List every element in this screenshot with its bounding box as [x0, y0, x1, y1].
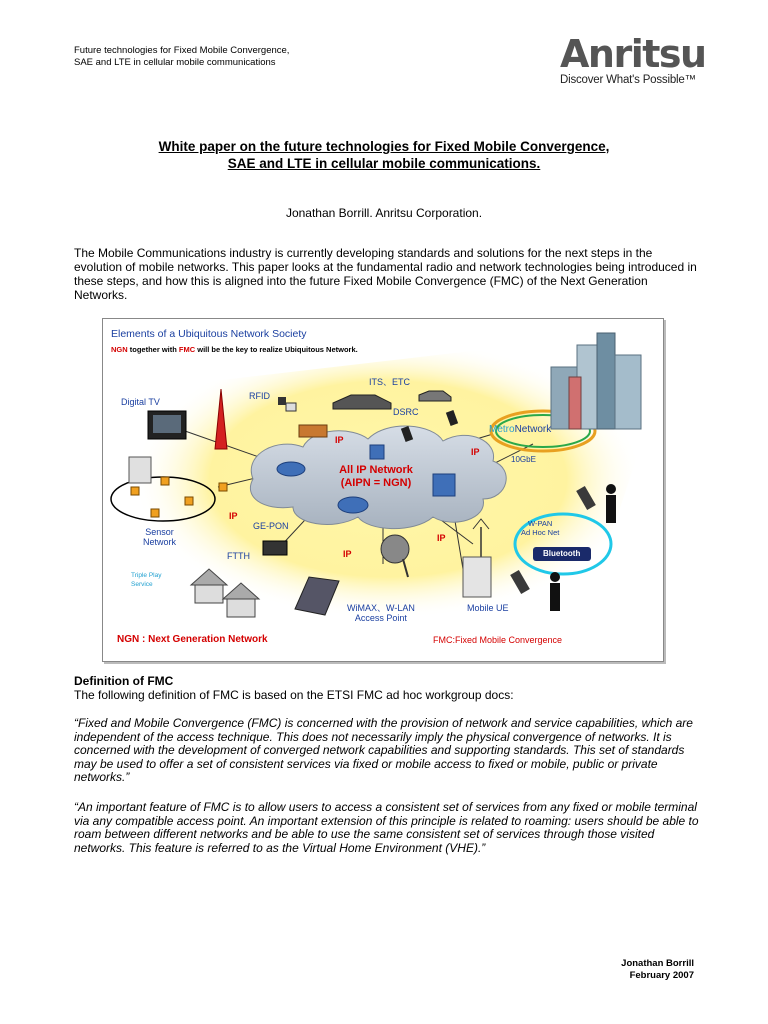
- running-header-line1: Future technologies for Fixed Mobile Convergence,: [74, 45, 290, 56]
- label-mobile-ue: Mobile UE: [467, 603, 509, 613]
- mobile-ue-icon: [463, 557, 491, 597]
- cloud-label: All IP Network (AIPN = NGN): [339, 464, 413, 489]
- label-its-etc: ITS、ETC: [369, 377, 411, 387]
- switch-icon: [370, 445, 384, 459]
- document-title: [0, 138, 768, 172]
- rfid-tag-icon: [299, 425, 327, 437]
- label-sensor-network: Sensor Network: [143, 527, 177, 547]
- label-wimax: WiMAX、W-LAN Access Point: [347, 603, 415, 623]
- title-line1: White paper on the future technologies for Fixed Mobile Convergence,: [158, 139, 610, 154]
- intro-paragraph: The Mobile Communications industry is currently developing standards and solutions for the next steps in the evolution of mobile networks. This paper looks at the fundamental radio and network technologies being introduced in these steps, and how this is aligned into the future Fixed Mobile Convergence (FMC) of the Next Generation Networks.: [74, 246, 697, 302]
- author-line: Jonathan Borrill. Anritsu Corporation.: [285, 206, 483, 220]
- sub-mid: together with: [127, 345, 179, 354]
- label-ftth: FTTH: [227, 551, 250, 561]
- running-header: [74, 45, 289, 69]
- satellite-dish-icon: [381, 535, 409, 563]
- fmc-network-diagram: [102, 318, 664, 662]
- logo-tagline: Discover What's Possible™: [560, 74, 696, 86]
- footer-name: Jonathan Borrill: [621, 958, 694, 969]
- label-ip: IP: [471, 447, 480, 457]
- sub-fmc: FMC: [178, 345, 196, 354]
- label-digital-tv: Digital TV: [121, 397, 160, 407]
- router-icon: [277, 462, 305, 476]
- label-dsrc: DSRC: [393, 407, 419, 417]
- anritsu-logo: [560, 32, 710, 86]
- label-ip: IP: [335, 435, 344, 445]
- label-10gbe: 10GbE: [511, 455, 536, 464]
- label-wpan: W-PAN Ad Hoc Net: [521, 519, 560, 537]
- label-bluetooth: Bluetooth: [543, 549, 581, 558]
- label-ngn-definition: NGN : Next Generation Network: [117, 634, 268, 645]
- section-heading-definition: Definition of FMC: [74, 674, 174, 688]
- running-header-line2: SAE and LTE in cellular mobile communications: [74, 57, 276, 68]
- title-line2: SAE and LTE in cellular mobile communications.: [227, 156, 541, 171]
- logo-wordmark: Anritsu: [560, 32, 706, 76]
- quote-paragraph-2: “An important feature of FMC is to allow users to access a consistent set of services from any fixed or mobile terminal via any compatible access point. An important extension of this principle is related to roaming: users should be able to roam between different networks and be able to use the same consistent set of services through those visited networks. This feature is referred to as the Virtual Home Environment (VHE).”: [74, 800, 699, 855]
- person-icon: [606, 484, 616, 494]
- ftth-box-icon: [263, 541, 287, 555]
- label-triple-play: Triple Play Service: [131, 572, 162, 588]
- footer: [621, 958, 694, 982]
- sensor-device-icon: [129, 457, 151, 483]
- person-icon: [550, 572, 560, 582]
- label-ip: IP: [343, 549, 352, 559]
- quote-paragraph-1: “Fixed and Mobile Convergence (FMC) is concerned with the provision of network and service capabilities, which are independent of the access technique. This does not necessarily imply the physical convergence of networks. It is concerned with the development of converged network capabilities and supporting standards. This set of standards may be used to offer a set of consistent services via fixed or mobile access to fixed or mobile, public or private networks.”: [74, 716, 693, 785]
- definition-lead: The following definition of FMC is based on the ETSI FMC ad hoc workgroup docs:: [74, 688, 514, 702]
- footer-date: February 2007: [629, 970, 694, 981]
- figure-heading: Elements of a Ubiquitous Network Society: [111, 328, 307, 340]
- sub-ngn: NGN: [111, 345, 128, 354]
- label-ip: IP: [437, 533, 446, 543]
- label-ge-pon: GE-PON: [253, 521, 289, 531]
- label-fmc-definition: FMC:Fixed Mobile Convergence: [433, 635, 563, 645]
- router-icon: [338, 497, 368, 513]
- label-rfid: RFID: [249, 391, 270, 401]
- label-metro-network: MetroNetwork: [489, 424, 552, 435]
- sub-end: will be the key to realize Ubiquitous Network.: [195, 345, 358, 354]
- switch-icon: [433, 474, 455, 496]
- figure-subheading: [111, 345, 358, 355]
- label-ip: IP: [229, 511, 238, 521]
